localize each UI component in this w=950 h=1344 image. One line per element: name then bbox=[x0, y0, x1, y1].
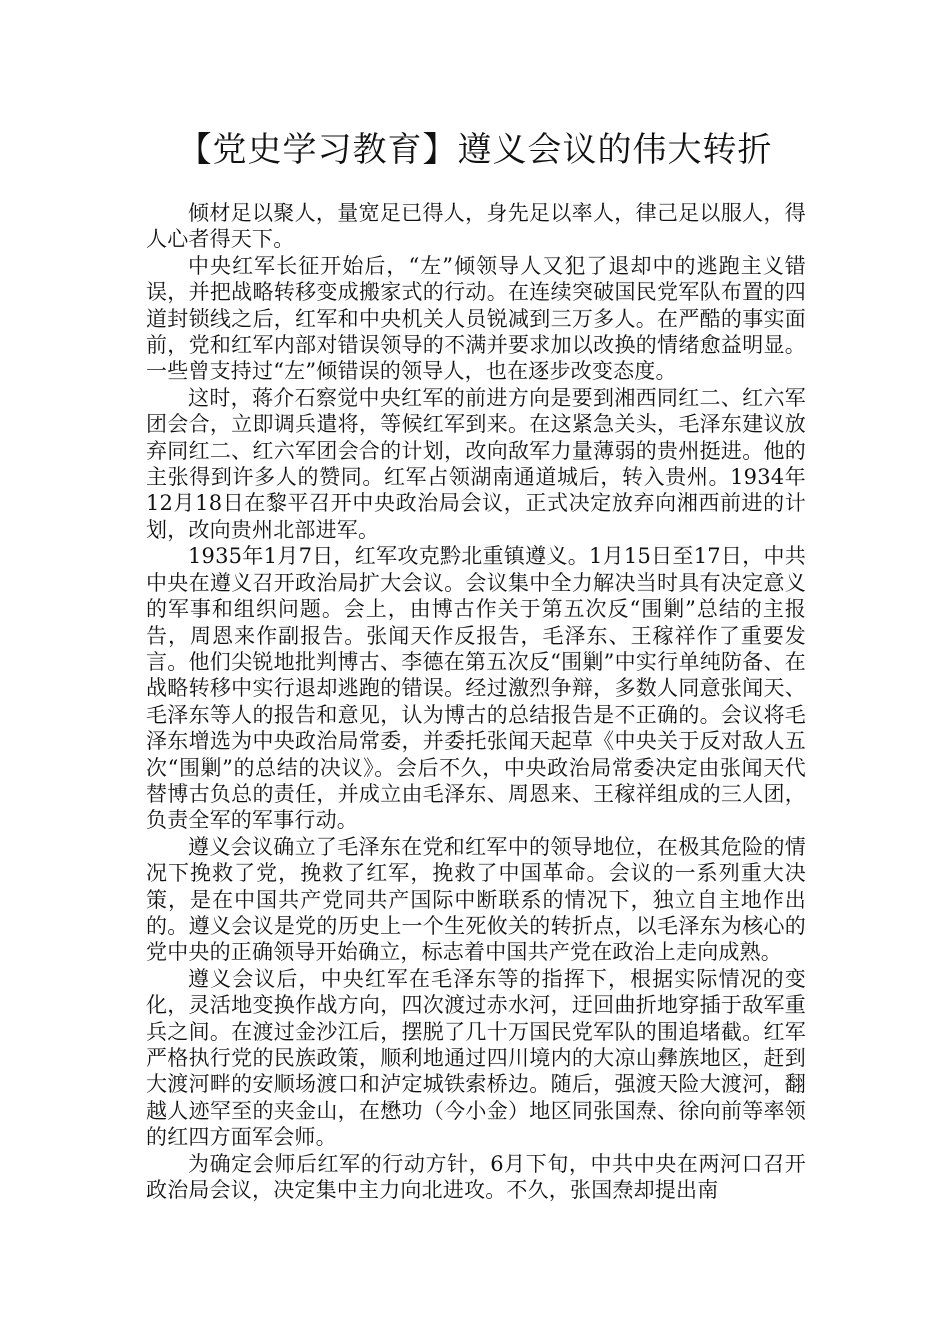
paragraph-5: 遵义会议确立了毛泽东在党和红军中的领导地位，在极其危险的情况下挽救了党，挽救了红军，挽救了中国革命。会议的一系列重大决策，是在中国共产党同共产国际中断联系的情况下，独立自主地作出的。遵义会议是党的历史上一个生死攸关的转折点，以毛泽东为核心的党中央的正确领导开始确立，标志着中国共产党在政治上走向成熟。 bbox=[146, 834, 806, 965]
paragraph-6: 遵义会议后，中央红军在毛泽东等的指挥下，根据实际情况的变化，灵活地变换作战方向，四次渡过赤水河，迂回曲折地穿插于敌军重兵之间。在渡过金沙江后，摆脱了几十万国民党军队的围追堵截。红军严格执行党的民族政策，顺利地通过四川境内的大凉山彝族地区，赶到大渡河畔的安顺场渡口和泸定城铁索桥边。随后，强渡天险大渡河，翻越人迹罕至的夹金山，在懋功（今小金）地区同张国焘、徐向前等率领的红四方面军会师。 bbox=[146, 966, 806, 1150]
paragraph-3: 这时，蒋介石察觉中央红军的前进方向是要到湘西同红二、红六军团会合，立即调兵遣将，等候红军到来。在这紧急关头，毛泽东建议放弃同红二、红六军团会合的计划，改向敌军力量薄弱的贵州挺进。他的主张得到许多人的赞同。红军占领湖南通道城后，转入贵州。1934年12月18日在黎平召开中央政治局会议，正式决定放弃向湘西前进的计划，改向贵州北部进军。 bbox=[146, 385, 806, 542]
paragraph-7: 为确定会师后红军的行动方针，6月下旬，中共中央在两河口召开政治局会议，决定集中主力向北进攻。不久，张国焘却提出南 bbox=[146, 1151, 806, 1203]
paragraph-2: 中央红军长征开始后，“左”倾领导人又犯了退却中的逃跑主义错误，并把战略转移变成搬家式的行动。在连续突破国民党军队布置的四道封锁线之后，红军和中央机关人员锐减到三万多人。在严酷的事实面前，党和红军内部对错误领导的不满并要求加以改换的情绪愈益明显。一些曾支持过“左”倾错误的领导人，也在逐步改变态度。 bbox=[146, 253, 806, 384]
paragraph-4: 1935年1月7日，红军攻克黔北重镇遵义。1月15日至17日，中共中央在遵义召开政治局扩大会议。会议集中全力解决当时具有决定意义的军事和组织问题。会上，由博古作关于第五次反“围剿”总结的主报告，周恩来作副报告。张闻天作反报告，毛泽东、王稼祥作了重要发言。他们尖锐地批判博古、李德在第五次反“围剿”中实行单纯防备、在战略转移中实行退却逃跑的错误。经过激烈争辩，多数人同意张闻天、毛泽东等人的报告和意见，认为博古的总结报告是不正确的。会议将毛泽东增选为中央政治局常委，并委托张闻天起草《中央关于反对敌人五次“围剿”的总结的决议》。会后不久，中央政治局常委决定由张闻天代替博古负总的责任，并成立由毛泽东、周恩来、王稼祥组成的三人团，负责全军的军事行动。 bbox=[146, 544, 806, 833]
paragraph-1: 倾材足以聚人，量宽足已得人，身先足以率人，律己足以服人，得人心者得天下。 bbox=[146, 201, 806, 252]
document-body bbox=[146, 200, 806, 1203]
document-title: 【党史学习教育】遵义会议的伟大转折 bbox=[177, 130, 773, 170]
